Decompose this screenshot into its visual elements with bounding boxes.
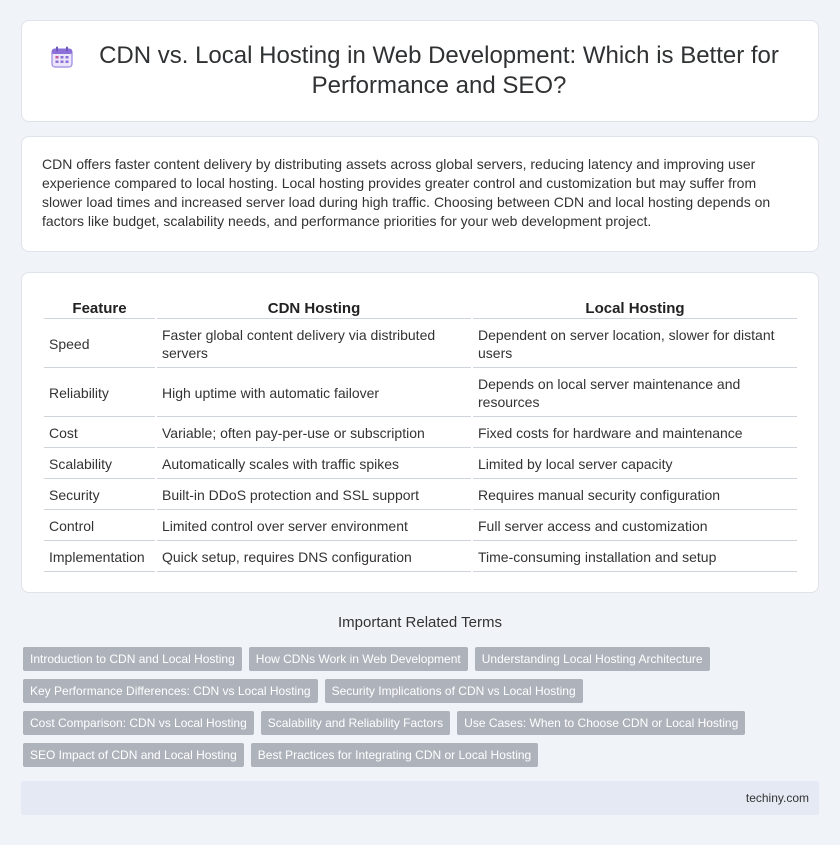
related-term-tag[interactable]: Key Performance Differences: CDN vs Local Hosting: [23, 679, 318, 703]
local-cell: Dependent on server location, slower for distant users: [473, 321, 797, 368]
table-header-row: [44, 297, 797, 319]
related-term-tag[interactable]: Use Cases: When to Choose CDN or Local Hosting: [457, 711, 745, 735]
local-cell: Time-consuming installation and setup: [473, 543, 797, 572]
tag-row: [23, 679, 823, 703]
related-term-tag[interactable]: Understanding Local Hosting Architecture: [475, 647, 710, 671]
local-cell: Fixed costs for hardware and maintenance: [473, 419, 797, 448]
cdn-cell: Built-in DDoS protection and SSL support: [157, 481, 471, 510]
related-term-tag[interactable]: Cost Comparison: CDN vs Local Hosting: [23, 711, 254, 735]
title-card: [21, 20, 819, 122]
page-title: CDN vs. Local Hosting in Web Development: Which is Better for Performance and SEO?: [99, 42, 779, 99]
table-row: [44, 512, 797, 541]
footer-site-link[interactable]: techiny.com: [745, 791, 809, 805]
intro-paragraph: CDN offers faster content delivery by distributing assets across global servers, reducing latency and improving user experience compared to local hosting. Local hosting provides greater control and customization but may suffer from slower load times and increased server load during high traffic. Choosing between CDN and local hosting depends on factors like budget, scalability needs, and performance priorities for your web development project.: [42, 156, 771, 229]
local-cell: Full server access and customization: [473, 512, 797, 541]
cdn-cell: Limited control over server environment: [157, 512, 471, 541]
cdn-cell: Quick setup, requires DNS configuration: [157, 543, 471, 572]
table-row: [44, 321, 797, 368]
feature-cell: Scalability: [44, 450, 155, 479]
feature-cell: Control: [44, 512, 155, 541]
title-wrap: [50, 41, 790, 101]
table-row: [44, 419, 797, 448]
feature-cell: Speed: [44, 321, 155, 368]
related-terms-list: [23, 647, 823, 775]
cdn-cell: Variable; often pay-per-use or subscription: [157, 419, 471, 448]
tag-row: [23, 743, 823, 767]
table-row: [44, 370, 797, 417]
footer: [21, 781, 819, 815]
header-local-hosting: Local Hosting: [473, 297, 797, 319]
related-terms-heading: Important Related Terms: [338, 614, 502, 631]
table-row: [44, 481, 797, 510]
feature-cell: Cost: [44, 419, 155, 448]
table-row: [44, 450, 797, 479]
comparison-table: [42, 295, 799, 574]
tag-row: [23, 711, 823, 735]
cdn-cell: Faster global content delivery via distributed servers: [157, 321, 471, 368]
table-row: [44, 543, 797, 572]
feature-cell: Implementation: [44, 543, 155, 572]
local-cell: Limited by local server capacity: [473, 450, 797, 479]
related-term-tag[interactable]: Scalability and Reliability Factors: [261, 711, 450, 735]
related-term-tag[interactable]: Introduction to CDN and Local Hosting: [23, 647, 242, 671]
cdn-cell: High uptime with automatic failover: [157, 370, 471, 417]
tag-row: [23, 647, 823, 671]
comparison-card: [21, 272, 819, 593]
related-term-tag[interactable]: SEO Impact of CDN and Local Hosting: [23, 743, 244, 767]
header-cdn-hosting: CDN Hosting: [157, 297, 471, 319]
header-feature: Feature: [44, 297, 155, 319]
calendar-icon: [50, 45, 74, 69]
related-term-tag[interactable]: Security Implications of CDN vs Local Hosting: [325, 679, 583, 703]
feature-cell: Reliability: [44, 370, 155, 417]
feature-cell: Security: [44, 481, 155, 510]
related-term-tag[interactable]: Best Practices for Integrating CDN or Local Hosting: [251, 743, 538, 767]
intro-card: [21, 136, 819, 252]
related-term-tag[interactable]: How CDNs Work in Web Development: [249, 647, 468, 671]
cdn-cell: Automatically scales with traffic spikes: [157, 450, 471, 479]
local-cell: Depends on local server maintenance and resources: [473, 370, 797, 417]
local-cell: Requires manual security configuration: [473, 481, 797, 510]
